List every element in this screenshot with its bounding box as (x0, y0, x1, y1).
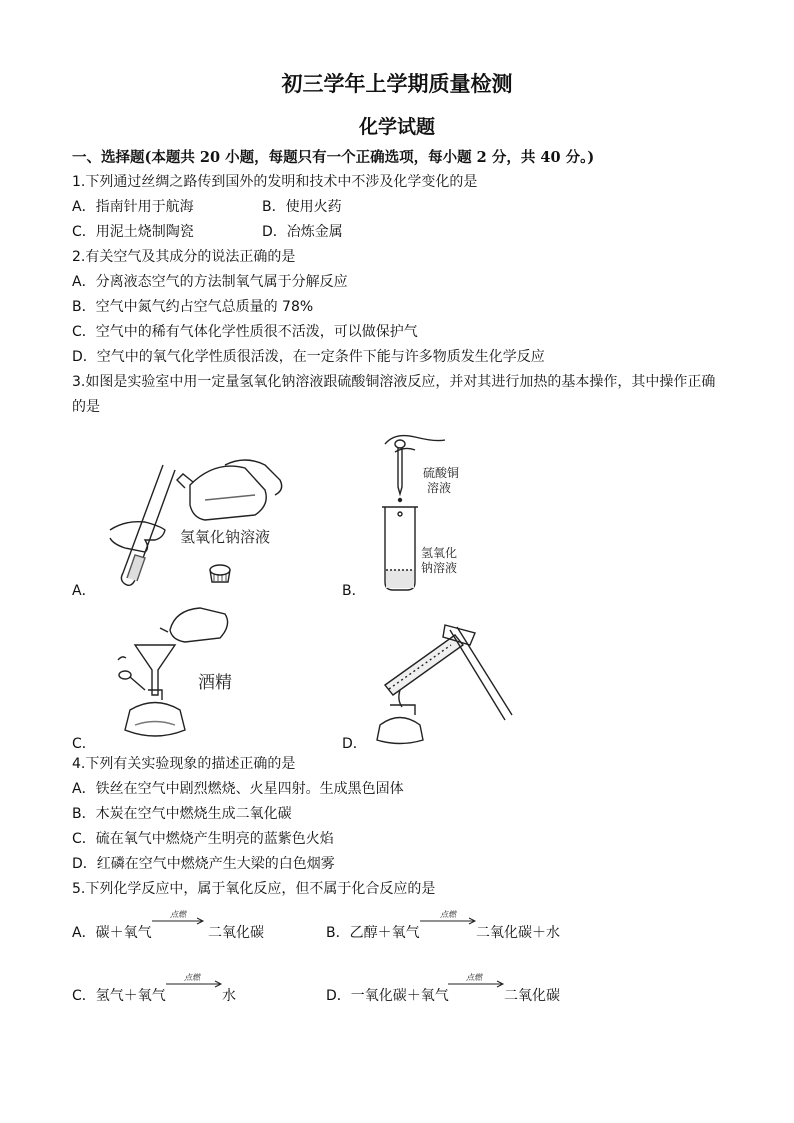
q5-b-reactants: B．乙醇＋氧气 (326, 925, 420, 941)
q2-option-a: A．分离液态空气的方法制氧气属于分解反应 (72, 274, 348, 290)
q5-b-condition: 点燃 (440, 910, 456, 919)
q5-c-products: 水 (222, 988, 236, 1004)
fig-b-label-naoh-1: 氢氧化 (421, 546, 458, 560)
q5-a-arrow (152, 917, 206, 925)
q4-option-d: D．红磷在空气中燃烧产生大梁的白色烟雾 (72, 856, 335, 872)
q2-option-c: C．空气中的稀有气体化学性质很不活泼，可以做保护气 (72, 324, 418, 340)
q5-d-arrow (448, 980, 506, 988)
q3-option-c-label: C． (72, 736, 96, 752)
q4-option-b: B．木炭在空气中燃烧生成二氧化碳 (72, 806, 292, 822)
q1-option-c: C．用泥土烧制陶瓷 (72, 224, 194, 240)
q2-option-b: B．空气中氮气约占空气总质量的 78% (72, 299, 314, 315)
q4-stem: 4.下列有关实验现象的描述正确的是 (72, 756, 296, 772)
fig-b-label-cuso4-1: 硫酸铜 (423, 466, 460, 480)
paper-subtitle: 化学试题 (358, 116, 435, 138)
q3-stem-line2: 的是 (72, 399, 100, 415)
q2-option-d: D．空气中的氧气化学性质很活泼，在一定条件下能与许多物质发生化学反应 (72, 349, 545, 365)
q5-c-condition: 点燃 (184, 973, 200, 982)
figure-b-dropper (375, 432, 485, 592)
fig-b-label-naoh-2: 钠溶液 (421, 561, 458, 575)
q1-option-b: B．使用火药 (262, 199, 342, 215)
figure-c-alcohol-lamp-funnel (110, 600, 250, 745)
q3-option-d-label: D． (342, 736, 367, 752)
q5-a-products: 二氧化碳 (208, 925, 264, 941)
section-heading: 一、选择题(本题共 20 小题，每题只有一个正确选项，每小题 2 分，共 40 分。) (72, 149, 595, 166)
q4-option-c: C．硫在氧气中燃烧产生明亮的蓝紫色火焰 (72, 831, 334, 847)
paper-title: 初三学年上学期质量检测 (281, 71, 513, 96)
q3-stem-line1: 3.如图是实验室中用一定量氢氧化钠溶液跟硫酸铜溶液反应，并对其进行加热的基本操作，其中操作正确 (72, 374, 716, 390)
q1-stem: 1.下列通过丝绸之路传到国外的发明和技术中不涉及化学变化的是 (72, 174, 478, 190)
q5-d-products: 二氧化碳 (504, 988, 560, 1004)
figure-d-heating-tube (375, 615, 525, 745)
q5-a-reactants: A．碳＋氧气 (72, 925, 152, 941)
q5-a-condition: 点燃 (170, 910, 186, 919)
fig-c-label-alcohol: 酒精 (198, 673, 232, 693)
q5-b-arrow (420, 917, 478, 925)
q1-option-a: A．指南针用于航海 (72, 199, 194, 215)
q5-b-products: 二氧化碳＋水 (476, 925, 560, 941)
q3-option-b-label: B． (342, 583, 366, 599)
q4-option-a: A．铁丝在空气中剧烈燃烧、火星四射。生成黑色固体 (72, 781, 404, 797)
q3-option-a-label: A． (72, 583, 96, 599)
q5-d-reactants: D．一氧化碳＋氧气 (326, 988, 449, 1004)
q5-d-condition: 点燃 (466, 973, 482, 982)
q5-c-reactants: C．氢气＋氧气 (72, 988, 166, 1004)
q1-option-d: D．冶炼金属 (262, 224, 343, 240)
fig-a-label-naoh: 氢氧化钠溶液 (180, 528, 271, 546)
figure-a-pouring (105, 460, 295, 590)
fig-b-label-cuso4-2: 溶液 (427, 481, 452, 495)
q5-c-arrow (166, 980, 224, 988)
q2-stem: 2.有关空气及其成分的说法正确的是 (72, 249, 296, 265)
q5-stem: 5.下列化学反应中，属于氧化反应，但不属于化合反应的是 (72, 881, 436, 897)
